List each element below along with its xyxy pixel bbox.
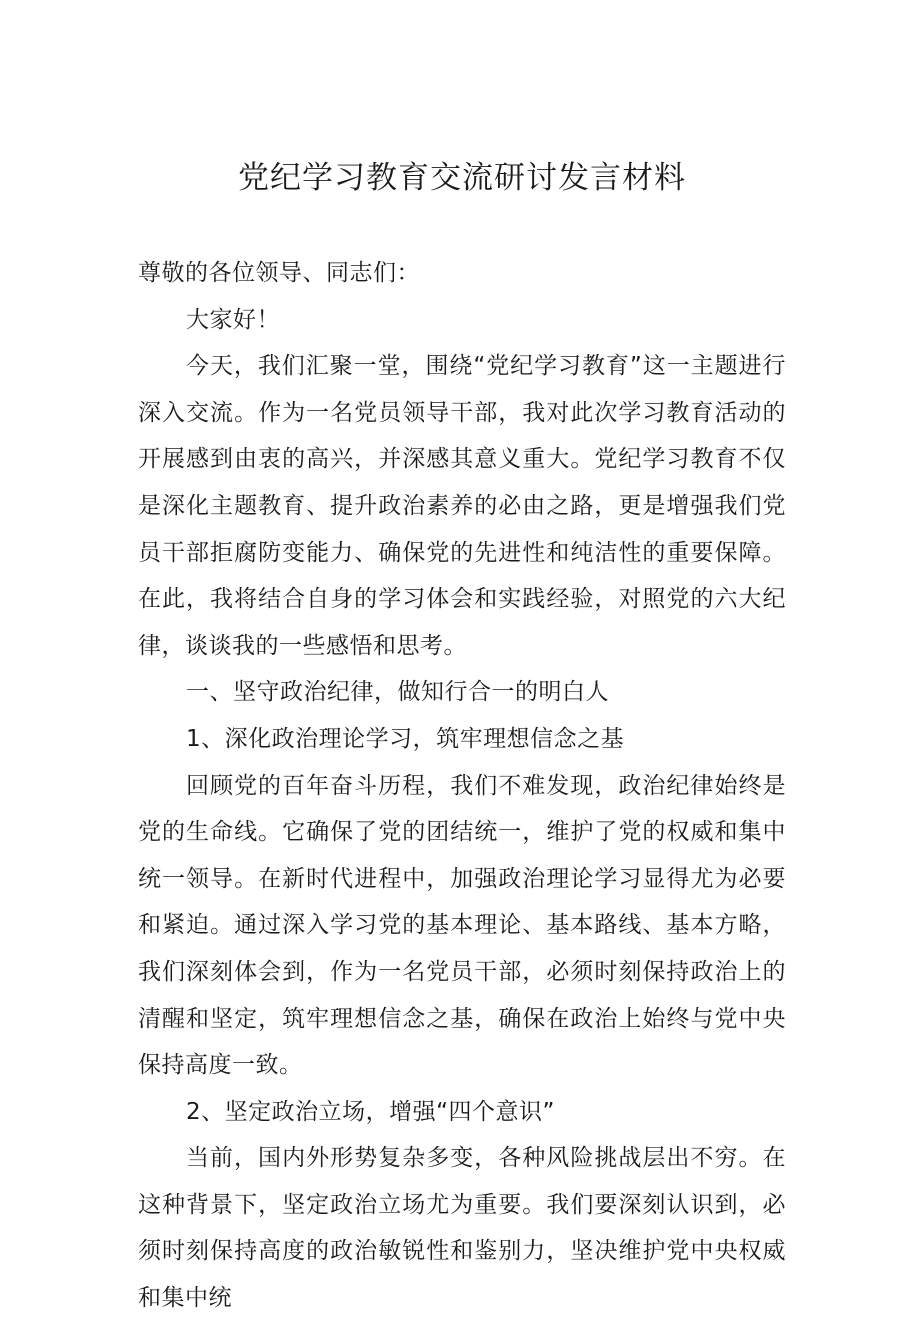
salutation: 尊敬的各位领导、同志们： <box>138 260 420 286</box>
body-paragraph-1-2: 当前，国内外形势复杂多变，各种风险挑战层出不穷。在这种背景下，坚定政治立场尤为重要。我们要深刻认识到，必须时刻保持高度的政治敏锐性和鉴别力，坚决维护党中央权威和集中统 <box>138 1145 786 1312</box>
document-body <box>138 152 786 1322</box>
subsection-heading-1-1: 1、深化政治理论学习，筑牢理想信念之基 <box>186 725 625 752</box>
body-paragraph-1-1: 回顾党的百年奋斗历程，我们不难发现，政治纪律始终是党的生命线。它确保了党的团结统一，维护了党的权威和集中统一领导。在新时代进程中，加强政治理论学习显得尤为必要和紧迫。通过深入学习党的基本理论、基本路线、基本方略，我们深刻体会到，作为一名党员干部，必须时刻保持政治上的清醒和坚定，筑牢理想信念之基，确保在政治上始终与党中央保持高度一致。 <box>138 772 786 1079</box>
greeting: 大家好！ <box>186 306 280 333</box>
section-heading-1: 一、坚守政治纪律，做知行合一的明白人 <box>186 679 609 706</box>
document-title: 党纪学习教育交流研讨发言材料 <box>238 160 686 196</box>
subsection-heading-1-2: 2、坚定政治立场，增强“四个意识” <box>186 1098 555 1125</box>
intro-paragraph: 今天，我们汇聚一堂，围绕“党纪学习教育”这一主题进行深入交流。作为一名党员领导干部，我对此次学习教育活动的开展感到由衷的高兴，并深感其意义重大。党纪学习教育不仅是深化主题教育、提升政治素养的必由之路，更是增强我们党员干部拒腐防变能力、确保党的先进性和纯洁性的重要保障。在此，我将结合自身的学习体会和实践经验，对照党的六大纪律，谈谈我的一些感悟和思考。 <box>138 353 786 659</box>
